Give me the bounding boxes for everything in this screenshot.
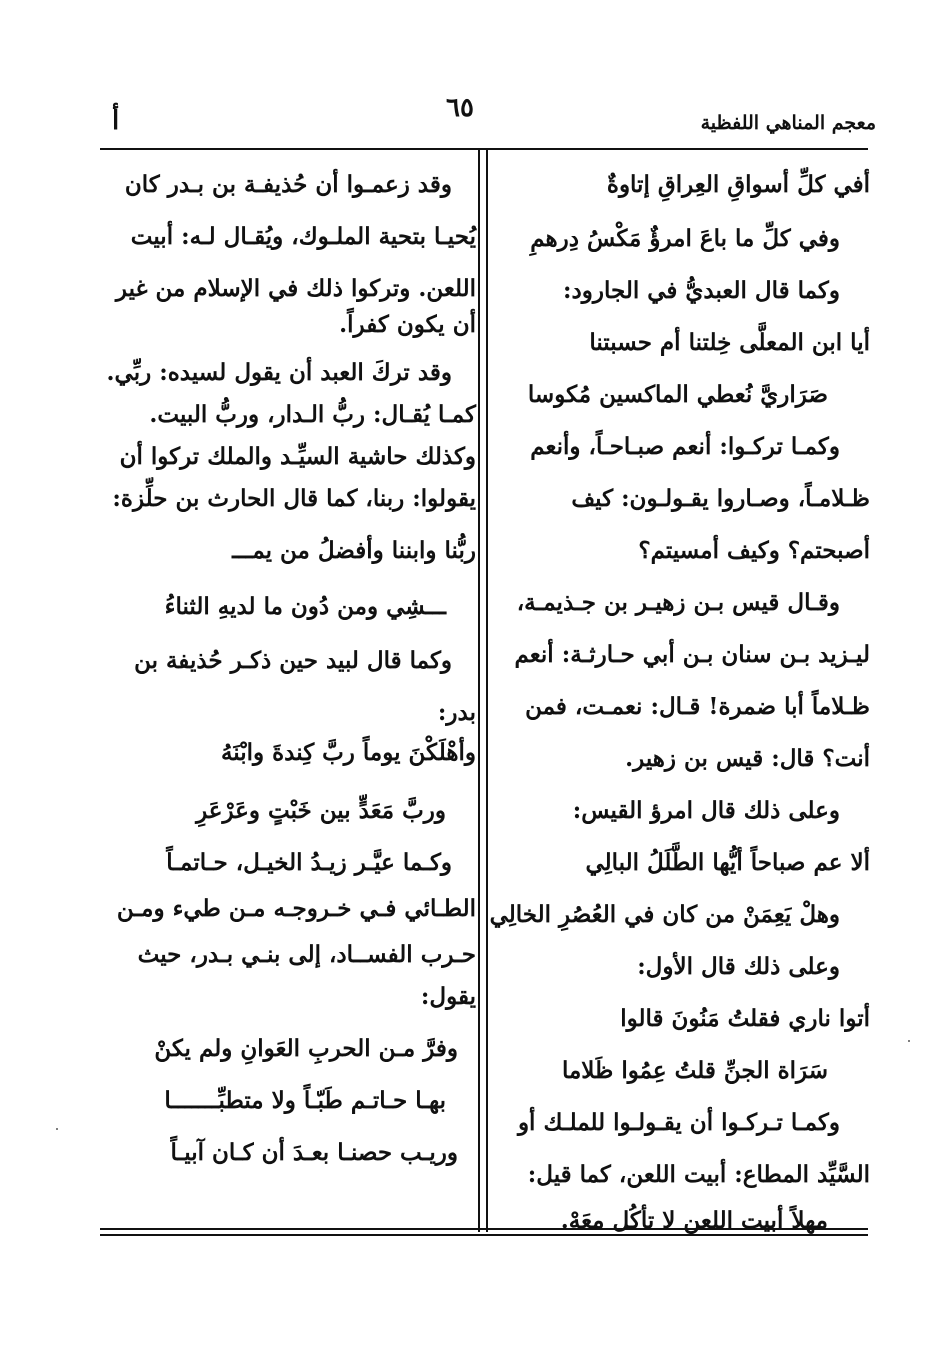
- text-line: ـــشِي ومن دُون ما لديهِ الثناءُ: [164, 593, 446, 620]
- text-line: ظـلاماً أبا ضمرة! قـال: نعمـت، فمن: [525, 693, 870, 720]
- text-line: يقول:: [420, 983, 476, 1010]
- text-line: أن يكون كفراً.: [339, 311, 476, 338]
- text-line: وفي كلِّ ما باعَ امرؤٌ مَكْسُ دِرهمِ: [530, 225, 840, 252]
- column-divider-left: [478, 150, 480, 1232]
- signature-mark: أ: [112, 106, 120, 136]
- text-line: وقد زعمـوا أن حُذيفـة بن بـدر كان: [124, 171, 452, 198]
- text-line: السَّيِّد المطاع: أبيت اللعن، كما قيل:: [527, 1161, 870, 1188]
- text-line: أصبحتم؟ وكيف أمسيتم؟: [638, 537, 870, 564]
- text-line: ربُّنا وابننا وأفضلُ من يمـــ: [232, 537, 476, 564]
- text-line: حـرب الفســاد، إلى بنـي بـدر، حيث: [137, 941, 476, 968]
- text-line: سَرَاة الجنِّ قلتُ عِمُوا ظَلاما: [561, 1057, 828, 1084]
- text-line: صَرَاريَّ نُعطي الماكسين مُكوسا: [527, 381, 828, 408]
- running-header-title: معجم المناهي اللفظية: [700, 112, 876, 134]
- text-line: وريـب حصنـا بعـدَ أن كـان آبيـاً: [170, 1139, 458, 1166]
- text-line: وهلْ يَعِمَنْ من كان في العُصُرِ الخالِي: [489, 901, 840, 928]
- text-line: كمـا يُقـال: ربُّ الـدار، وربُّ البيت.: [149, 401, 476, 428]
- column-divider-right: [486, 150, 488, 1232]
- text-line: وكما قال العبديُّ في الجارود:: [563, 277, 840, 304]
- text-line: وعلى ذلك قال امرؤ القيس:: [572, 797, 840, 824]
- text-line: أنت؟ قال: قيس بن زهير.: [625, 745, 870, 772]
- text-line: بهـا حـاتـم طَبّـاً ولا متطبِّـــــــا: [164, 1087, 446, 1114]
- text-line: مهلاً أبيت اللعن لا تأكُل معَهْ.: [560, 1207, 828, 1234]
- scan-speck: [56, 1128, 58, 1130]
- text-line: بدر:: [437, 699, 476, 726]
- text-line: وفرَّ مـن الحربِ العَوانِ ولم يكنْ: [154, 1035, 458, 1062]
- text-line: وقـال قيس بـن زهيـر بن جـذيمـة،: [516, 589, 840, 616]
- text-line: أتوا ناري فقلتُ مَنُونَ قالوا: [620, 1005, 870, 1032]
- text-line: وكمـا تركـوا: أنعم صبـاحـاً، وأنعم: [530, 433, 840, 460]
- text-line: وكمـا تـركـوا أن يقـولـوا للملـك أو: [517, 1109, 840, 1136]
- text-line: أيا ابن المعلَّى خِلتنا أم حسبتنا: [589, 329, 870, 356]
- text-line: وكذلك حاشية السيِّـد والملك تركوا أن: [119, 443, 476, 470]
- text-line: وكـما عيَّـر زيـدُ الخيـل، حـاتمـاً: [166, 849, 452, 876]
- text-line: الطـائي فـي خـروجـه مـن طيء ومـن: [116, 895, 476, 922]
- text-line: ليـزيد بـن سنان بـن أبي حـارثـة: أنعم: [514, 641, 870, 668]
- text-line: وعلى ذلك قال الأول:: [637, 953, 840, 980]
- text-line: وأهْلَكْنَ يوماً ربَّ كِندةَ وابْنَهُ: [220, 739, 476, 766]
- left-column: [96, 150, 476, 1228]
- text-line: يقولوا: ربنا، كما قال الحارث بن حلِّزة:: [112, 485, 476, 512]
- text-line: أفي كلِّ أسواقِ العِراقِ إتاوةٌ: [606, 171, 870, 198]
- right-column: [489, 150, 870, 1234]
- text-line: ظـلامـاً، وصـاروا يقـولـون: كيف: [571, 485, 870, 512]
- page-number: ٦٥: [446, 93, 474, 123]
- text-line: وكما قال لبيد حين ذكـر حُذيفة بن: [134, 647, 452, 674]
- text-line: ألا عم صباحاً أيُّها الطَّلَلُ البالِي: [585, 849, 870, 876]
- text-line: يُحيـا بتحية الملـوك، ويُقـال لـه: أبيت: [130, 223, 476, 250]
- text-line: وربَّ مَعَدٍّ بين خَبْتٍ وعَرْعَرِ: [196, 797, 446, 824]
- text-line: اللعن. وتركوا ذلك في الإسلام من غير: [115, 275, 476, 302]
- scan-speck: [908, 1040, 910, 1042]
- text-line: وقد تركَ العبد أن يقول لسيده: ربِّي.: [106, 359, 452, 386]
